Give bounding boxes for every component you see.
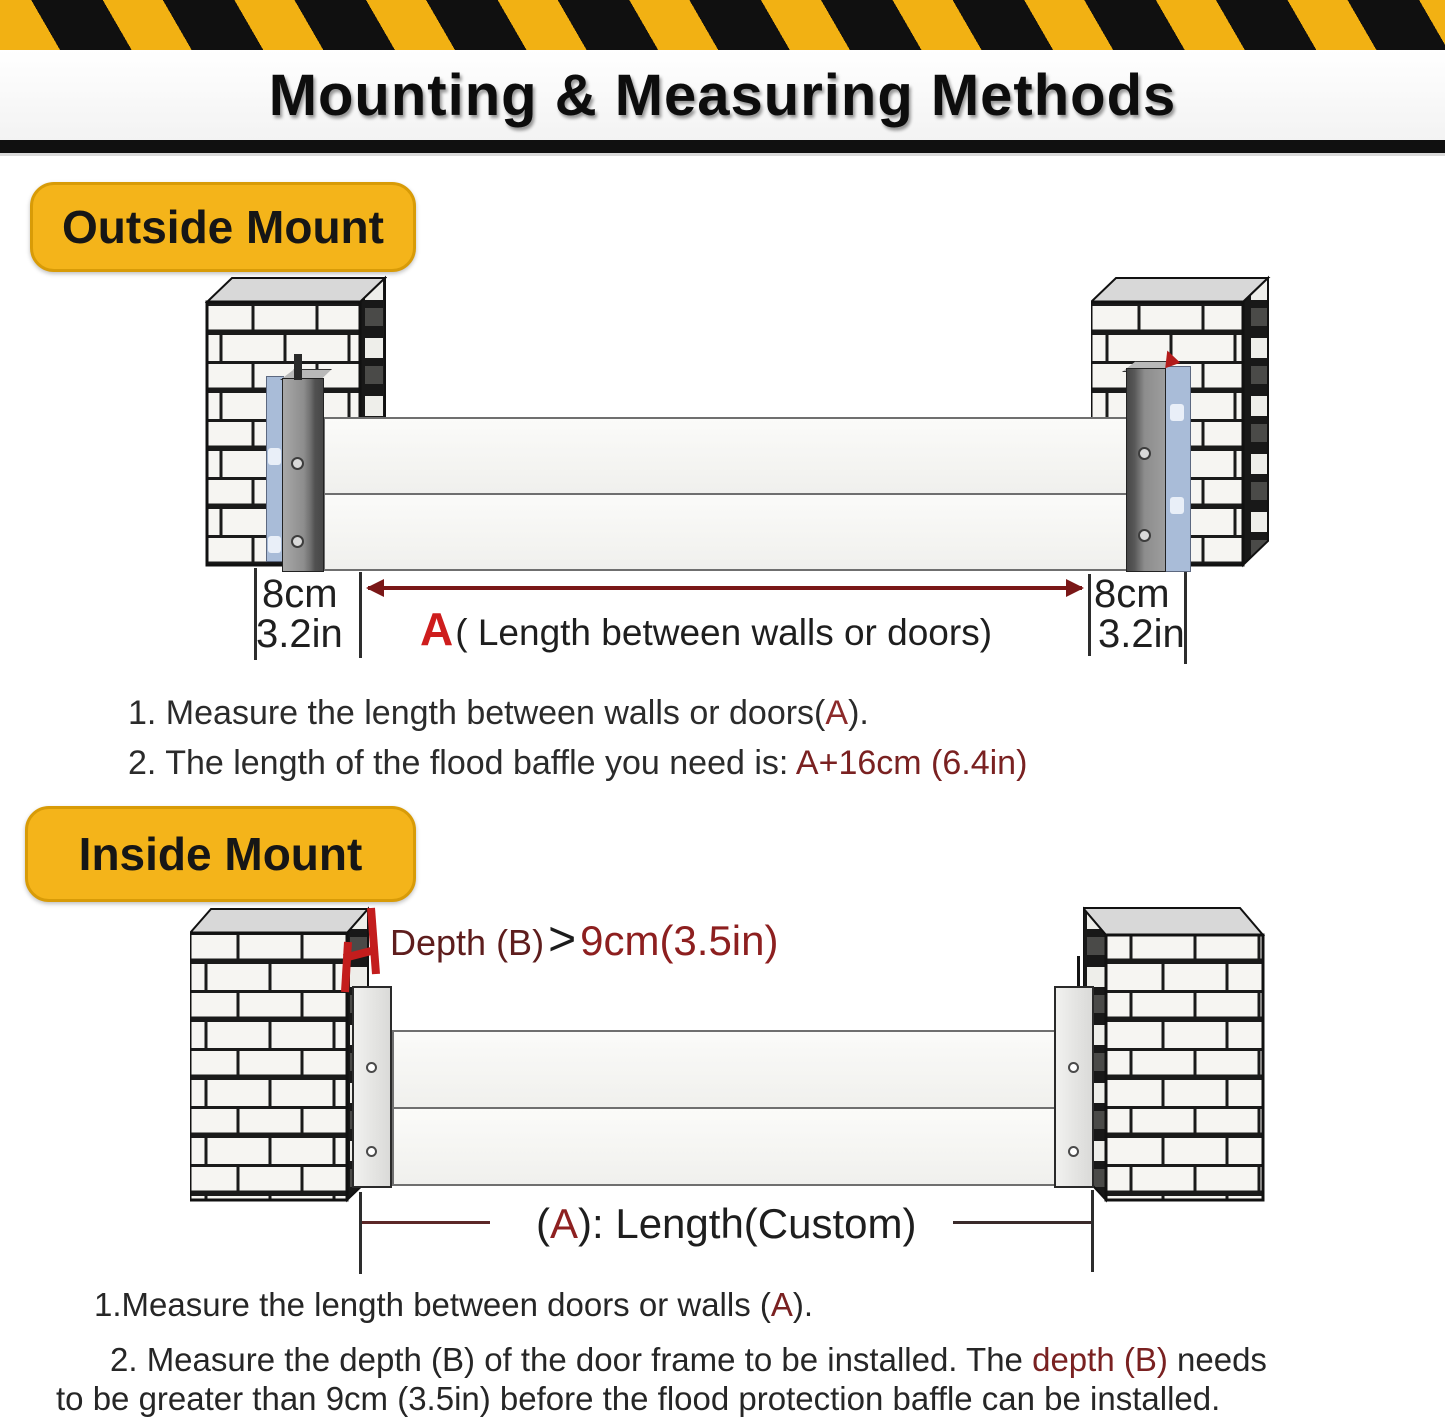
outside-step-1: 1. Measure the length between walls or doors(A). xyxy=(128,694,869,732)
depth-indicator-red-bracket xyxy=(338,900,384,996)
outside-barrier-top-panel xyxy=(323,417,1131,495)
right-gap-cm: 8cm xyxy=(1094,572,1170,616)
inside-step-1: 1.Measure the length between doors or walls (A). xyxy=(94,1286,814,1323)
inside-step-2-line-1: 2. Measure the depth (B) of the door frame to be installed. The depth (B) needs xyxy=(110,1341,1267,1378)
seal-pad xyxy=(1170,497,1184,514)
outside-right-seal-strip xyxy=(1164,366,1191,572)
dim-line-right xyxy=(953,1221,1091,1224)
inside-right-brick-pillar xyxy=(1083,903,1265,1203)
screw-hole xyxy=(1138,529,1151,542)
screw-hole xyxy=(291,457,304,470)
seal-pad xyxy=(1170,404,1184,421)
wall-groove xyxy=(294,354,302,380)
seal-pad xyxy=(268,448,281,465)
hazard-stripes xyxy=(0,0,1445,50)
depth-label: Depth (B) > 9cm(3.5in) xyxy=(390,913,779,966)
dim-tick xyxy=(359,1192,362,1274)
bracket-pin xyxy=(1077,956,1080,986)
screw-hole xyxy=(1068,1146,1079,1157)
banner-gray-edge xyxy=(0,153,1445,156)
screw-hole xyxy=(366,1062,377,1073)
screw-hole xyxy=(1138,447,1151,460)
right-gap-in: 3.2in xyxy=(1098,612,1185,656)
length-dimension-arrow xyxy=(368,586,1082,590)
outside-mount-badge xyxy=(30,182,416,272)
left-gap-cm: 8cm xyxy=(262,572,338,616)
outside-mount-label: Outside Mount xyxy=(62,201,384,253)
greater-than-sign: > xyxy=(548,913,577,966)
inside-left-channel-bracket xyxy=(352,986,392,1188)
screw-hole xyxy=(1068,1062,1079,1073)
inside-mount-label: Inside Mount xyxy=(78,828,363,880)
banner-black-bar xyxy=(0,140,1445,153)
length-between-walls-label: A ( Length between walls or doors) xyxy=(420,603,993,655)
dim-tick xyxy=(1091,1190,1094,1272)
seal-pad xyxy=(268,536,281,553)
title-band xyxy=(0,50,1445,140)
inside-step-2-line-2: to be greater than 9cm (3.5in) before the flood protection baffle can be installed. xyxy=(56,1380,1221,1417)
inside-mount-badge xyxy=(25,806,416,902)
inside-barrier-top-panel xyxy=(392,1030,1062,1109)
left-gap-in: 3.2in xyxy=(256,612,343,656)
length-accent-A: A xyxy=(420,603,454,655)
outside-barrier-bottom-panel xyxy=(323,493,1131,571)
page-title: Mounting & Measuring Methods xyxy=(268,62,1177,128)
dim-tick xyxy=(359,572,362,658)
inside-barrier-bottom-panel xyxy=(392,1107,1062,1186)
outside-step-2: 2. The length of the flood baffle you need is: A+16cm (6.4in) xyxy=(128,744,1028,782)
screw-hole xyxy=(366,1146,377,1157)
screw-hole xyxy=(291,535,304,548)
dim-tick xyxy=(1088,574,1091,656)
dim-line-left xyxy=(362,1221,490,1224)
custom-length-label: ( A ): Length(Custom) xyxy=(536,1200,917,1247)
inside-right-channel-bracket xyxy=(1054,986,1094,1188)
